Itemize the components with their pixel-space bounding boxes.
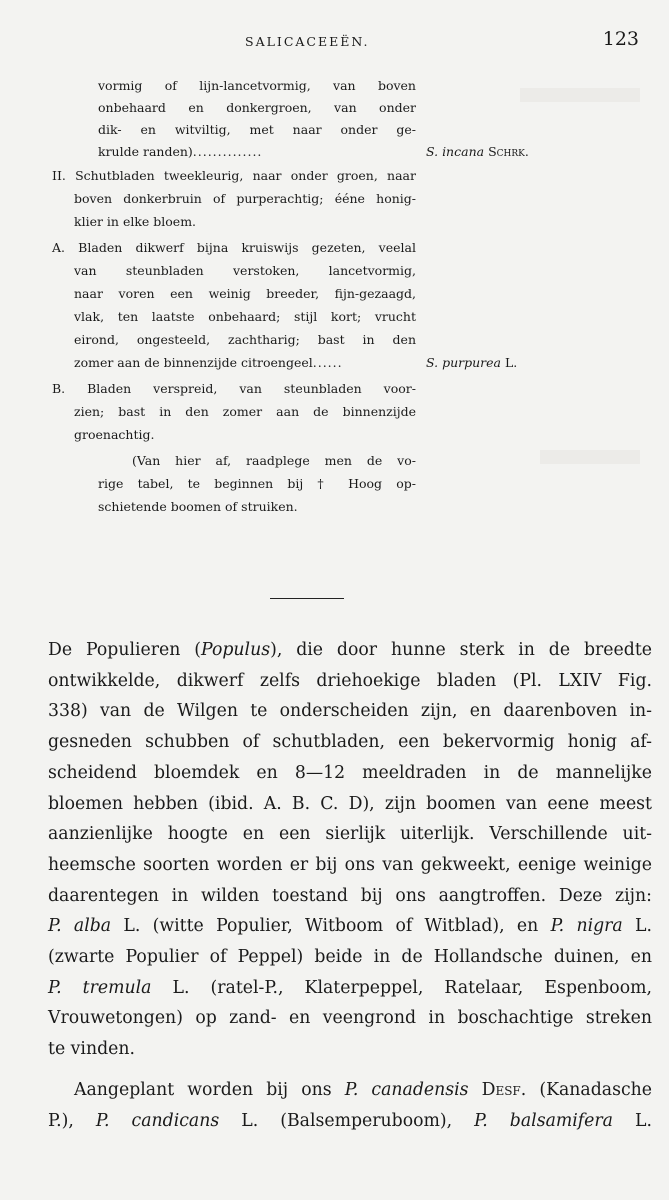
key-line: vormig of lijn-lancetvormig, van boven [98, 78, 416, 93]
key-line: onbehaard en donkergroen, van onder [98, 100, 416, 115]
key-line: dik- en witviltig, met naar onder ge- [98, 122, 416, 137]
paragraph-line: aanzienlijke hoogte en een sierlijk uiterlijk. Verschillende uit- [48, 824, 652, 845]
section-divider [270, 598, 344, 599]
key-note-line: (Van hier af, raadplege men de vo- [132, 453, 416, 468]
show-through-shadow [520, 88, 640, 102]
paragraph-line: De Populieren (Populus), die door hunne sterk in de breedte [48, 640, 652, 660]
key-line: van steunbladen verstoken, lancetvormig, [74, 263, 416, 278]
key-line: boven donkerbruin of purperachtig; ééne honig- [74, 191, 416, 206]
paragraph-line: heemsche soorten worden er bij ons van gekweekt, eenige weinige [48, 854, 652, 875]
key-line: A. Bladen dikwerf bijna kruiswijs gezeten, veelal [52, 240, 416, 255]
paragraph-line: te vinden. [48, 1039, 135, 1060]
paragraph-line: scheidend bloemdek en 8—12 meeldraden in de mannelijke [48, 762, 652, 783]
paragraph-line: bloemen hebben (ibid. A. B. C. D), zijn boomen van eene meest [48, 793, 652, 814]
paragraph-line: Aangeplant worden bij ons P. canadensis Desf. (Kanadasche [74, 1080, 652, 1100]
key-line: krulde randen).............. [98, 144, 263, 159]
page-header [0, 28, 669, 58]
key-line: naar voren een weinig breeder, fijn-gezaagd, [74, 286, 416, 301]
key-line: B. Bladen verspreid, van steunbladen voor- [52, 381, 416, 396]
key-line: eirond, ongesteeld, zachtharig; bast in den [74, 332, 416, 347]
running-head: SALICACEEËN. [245, 34, 370, 49]
paragraph-line: (zwarte Populier of Peppel) beide in de Hollandsche duinen, en [48, 947, 652, 967]
paragraph-line: P. tremula L. (ratel-P., Klaterpeppel, Ratelaar, Espenboom, [48, 977, 652, 998]
page-number: 123 [602, 28, 639, 50]
paragraph-line: gesneden schubben of schutbladen, een bekervormig honig af- [48, 732, 652, 753]
paragraph-line: P.), P. candicans L. (Balsemperuboom), P. balsamifera L. [48, 1110, 652, 1131]
key-line: zomer aan de binnenzijde citroengeel...... [74, 355, 343, 370]
species-incana: S. incana Schrk. [426, 144, 529, 159]
paragraph-line: ontwikkelde, dikwerf zelfs driehoekige bladen (Pl. LXIV Fig. [48, 670, 652, 691]
key-note-line: schietende boomen of struiken. [98, 499, 298, 514]
key-line: zien; bast in den zomer aan de binnenzijde [74, 404, 416, 419]
show-through-shadow [540, 450, 640, 464]
species-purpurea: S. purpurea L. [426, 355, 518, 370]
paragraph-line: daarentegen in wilden toestand bij ons aangtroffen. Deze zijn: [48, 885, 652, 906]
key-line: klier in elke bloem. [74, 214, 197, 229]
key-line: groenachtig. [74, 427, 155, 442]
key-note-line: rige tabel, te beginnen bij † Hoog op- [98, 476, 416, 491]
paragraph-line: Vrouwetongen) op zand- en veengrond in boschachtige streken [48, 1008, 652, 1029]
paragraph-line: 338) van de Wilgen te onderscheiden zijn, en daarenboven in- [48, 701, 652, 722]
paragraph-line: P. alba L. (witte Populier, Witboom of Witblad), en P. nigra L. [48, 916, 652, 937]
key-line: II. Schutbladen tweekleurig, naar onder groen, naar [52, 168, 416, 183]
key-line: vlak, ten laatste onbehaard; stijl kort; vrucht [74, 309, 416, 324]
